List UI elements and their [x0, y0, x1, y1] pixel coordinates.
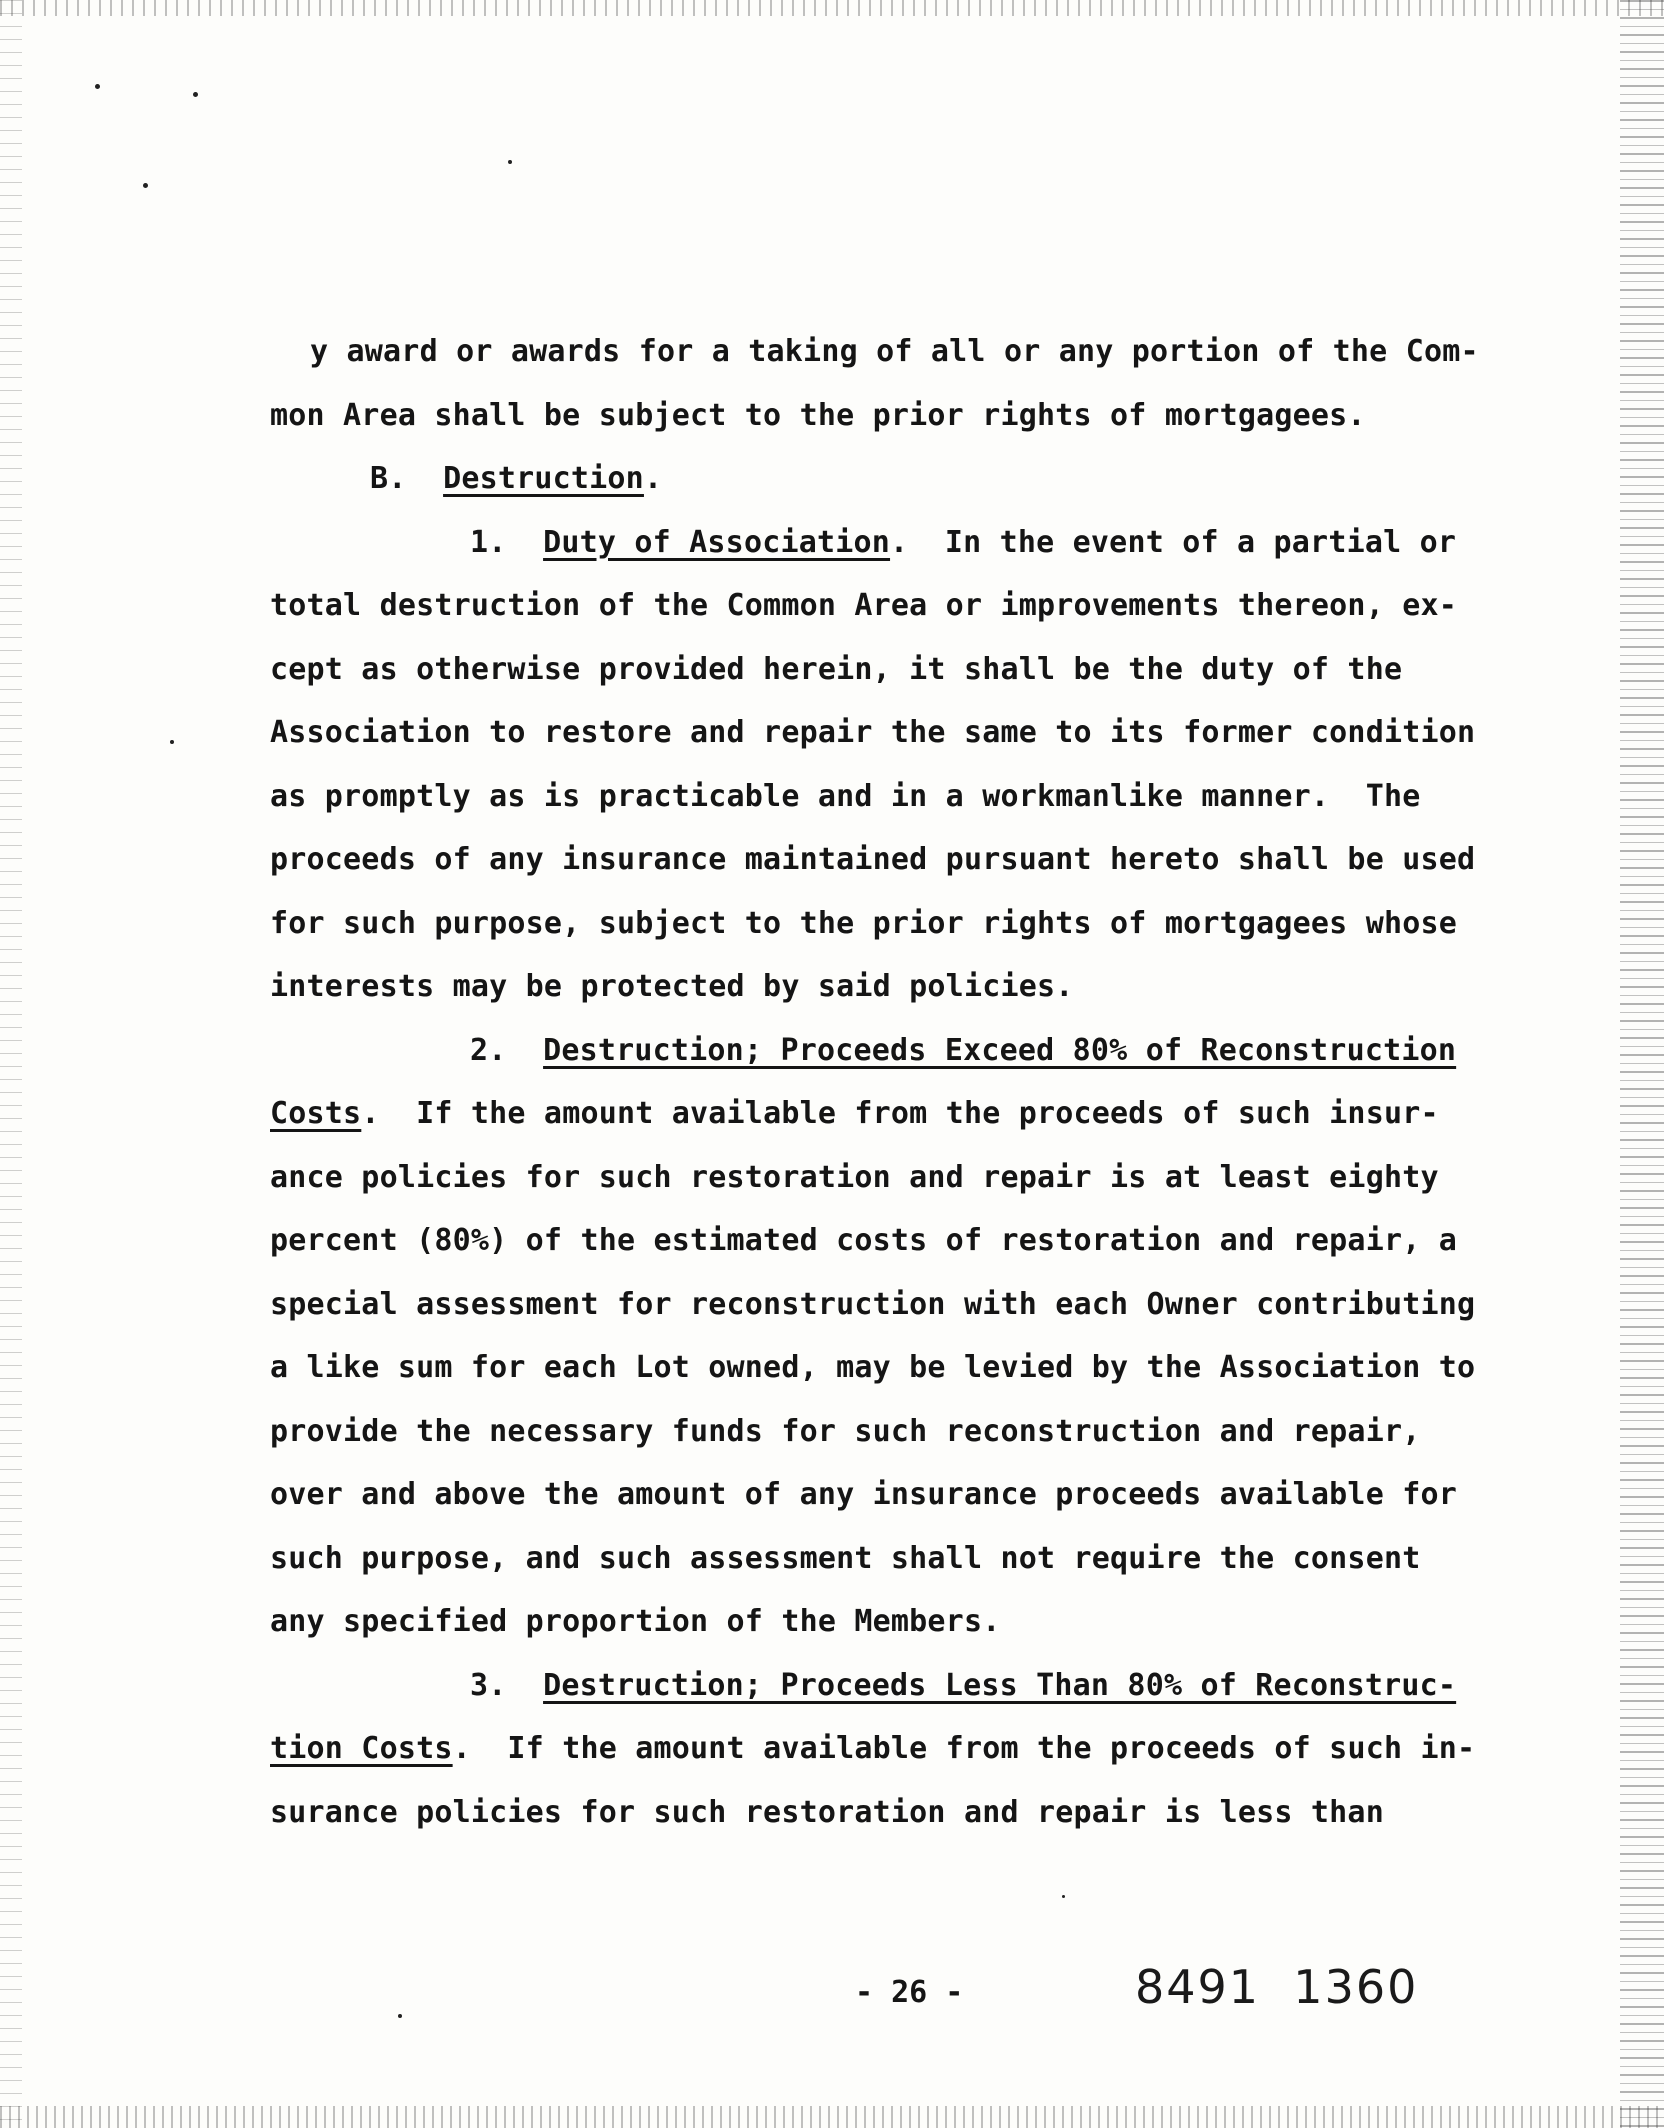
text-line: [270, 1717, 1560, 1781]
scan-edge-left: [0, 0, 22, 2128]
subsection-title-continued: tion Costs: [270, 1731, 453, 1766]
document-body: [270, 320, 1560, 1844]
text-line: any specified proportion of the Members.: [270, 1604, 1001, 1639]
text-line: Association to restore and repair the same to its former condition: [270, 715, 1476, 750]
subsection-title-continued: Costs: [270, 1096, 362, 1131]
text-line: proceeds of any insurance maintained pursuant hereto shall be used: [270, 842, 1476, 877]
text-line: . If the amount available from the proceeds of such in-: [452, 1731, 1476, 1766]
subsection-title: Destruction; Proceeds Less Than 80% of Reconstruc-: [543, 1667, 1457, 1703]
text-line: special assessment for reconstruction with each Owner contributing: [270, 1286, 1476, 1322]
section-title-end: .: [643, 461, 663, 496]
scan-speck: [193, 92, 198, 97]
subsection-number: 3.: [470, 1667, 507, 1703]
scan-speck: [143, 183, 148, 188]
scan-speck: [170, 740, 174, 744]
text-line: [270, 1082, 1560, 1146]
subsection-number: 2.: [470, 1032, 507, 1068]
text-line: surance policies for such restoration and repair is less than: [270, 1794, 1384, 1830]
text-line: . In the event of a partial or: [890, 524, 1457, 560]
text-line: interests may be protected by said policies.: [270, 969, 1074, 1004]
text-line: over and above the amount of any insurance proceeds available for: [270, 1477, 1457, 1512]
text-line: provide the necessary funds for such reconstruction and repair,: [270, 1413, 1421, 1449]
text-line: percent (80%) of the estimated costs of restoration and repair, a: [270, 1223, 1457, 1258]
subsection-number: 1.: [470, 524, 507, 560]
page-number: - 26 -: [855, 1975, 964, 2010]
subsection-heading-2: [270, 1019, 1560, 1083]
text-line: such purpose, and such assessment shall not require the consent: [270, 1540, 1421, 1576]
text-line: ance policies for such restoration and repair is at least eighty: [270, 1159, 1439, 1195]
text-line: mon Area shall be subject to the prior rights of mortgagees.: [270, 397, 1366, 433]
scan-speck: [1062, 1895, 1065, 1898]
subsection-title: Duty of Association: [543, 524, 891, 560]
scan-edge-bottom: [0, 2106, 1664, 2128]
text-line: . If the amount available from the proceeds of such insur-: [361, 1096, 1439, 1131]
text-line: a like sum for each Lot owned, may be levied by the Association to: [270, 1350, 1476, 1385]
text-line: cept as otherwise provided herein, it shall be the duty of the: [270, 651, 1403, 687]
text-line: for such purpose, subject to the prior rights of mortgagees whose: [270, 905, 1457, 941]
subsection-heading-3: [270, 1654, 1560, 1718]
text-line: y award or awards for a taking of all or any portion of the Com-: [310, 334, 1479, 369]
text-line: total destruction of the Common Area or improvements thereon, ex-: [270, 588, 1457, 623]
section-label: B.: [370, 461, 407, 496]
text-line: as promptly as is practicable and in a workmanlike manner. The: [270, 778, 1421, 814]
scan-speck: [508, 160, 512, 164]
scan-speck: [95, 84, 100, 89]
scan-edge-top: [0, 0, 1664, 16]
scan-edge-right: [1620, 0, 1664, 2128]
section-title: Destruction: [443, 461, 644, 496]
scan-speck: [398, 2014, 402, 2018]
section-heading-b: [270, 447, 1560, 511]
document-reference-number: 8491 1360: [1135, 1960, 1419, 2014]
subsection-heading-1: [270, 511, 1560, 575]
subsection-title: Destruction; Proceeds Exceed 80% of Reconstruction: [543, 1032, 1457, 1068]
